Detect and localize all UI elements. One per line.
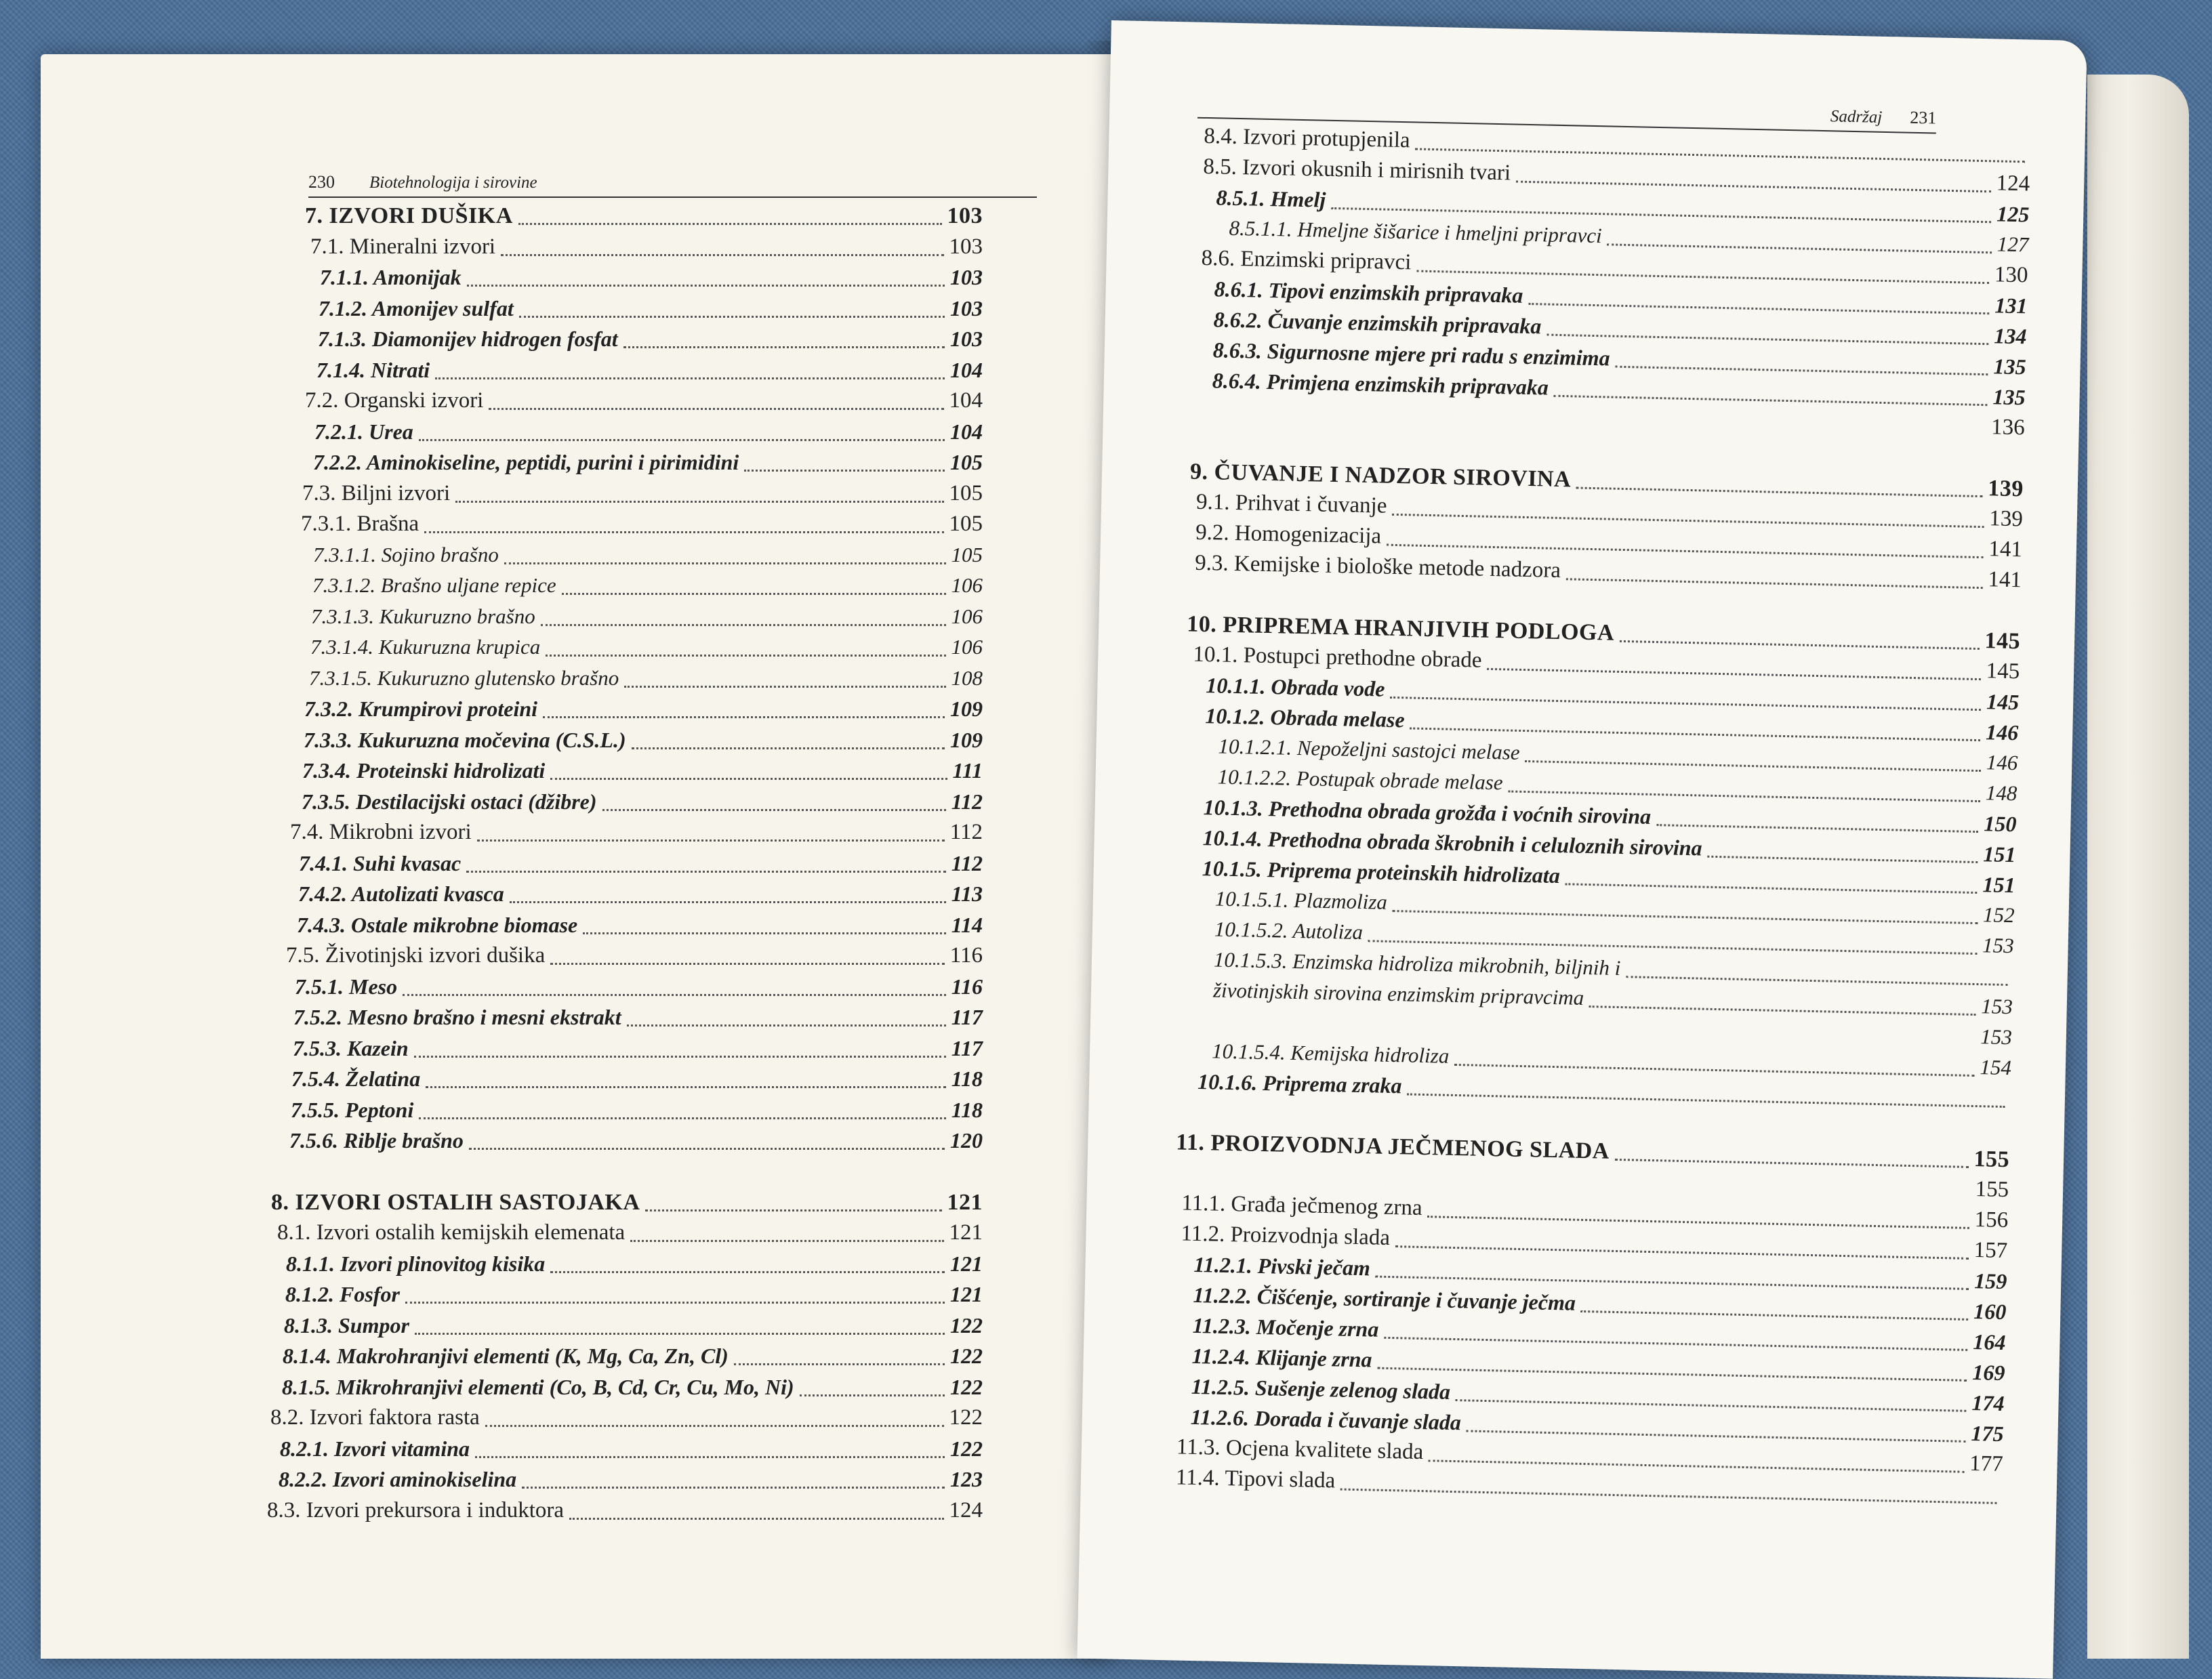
leader-dots: [419, 439, 945, 441]
leader-dots: [414, 1056, 946, 1058]
toc-entry-title: 7.1.3. Diamonijev hidrogen fosfat: [318, 327, 618, 351]
toc-entry: [279, 1467, 983, 1495]
toc-entry-page: 103: [950, 295, 983, 320]
toc-entry-title: 8.2.1. Izvori vitamina: [280, 1436, 470, 1461]
toc-entry-page: 104: [949, 388, 983, 413]
toc-entry: [291, 1098, 983, 1126]
leader-dots: [630, 1240, 943, 1242]
toc-entry-title: 8.1.1. Izvori plinovitog kisika: [286, 1251, 546, 1276]
leader-dots: [541, 624, 946, 626]
leader-dots: [1454, 1064, 1974, 1077]
toc-entry-page: 121: [950, 1282, 983, 1306]
leader-dots: [501, 254, 943, 256]
leader-dots: [1340, 1489, 1997, 1504]
toc-entry-title: 11.2.1. Pivski ječam: [1193, 1251, 1371, 1281]
toc-entry-title: 11.2. Proizvodnja slada: [1181, 1221, 1391, 1250]
toc-entry-page: 156: [1974, 1207, 2009, 1233]
leader-dots: [1581, 1310, 1969, 1321]
toc-entry-title: 10.1.5.3. Enzimska hidroliza mikrobnih, biljnih i: [1213, 947, 1621, 980]
toc-entry-page: 124: [1996, 171, 2030, 196]
toc-entry: [286, 1251, 983, 1280]
toc-entry-page: 112: [951, 789, 983, 814]
toc-entry: [318, 327, 983, 355]
toc-entry-title: 8.6.2. Čuvanje enzimskih pripravaka: [1213, 307, 1542, 339]
leader-dots: [562, 593, 946, 595]
toc-entry-page: 154: [1980, 1055, 2012, 1080]
toc-entry-title: 10.1.5.4. Kemijska hidroliza: [1211, 1039, 1450, 1068]
leader-dots: [519, 316, 945, 318]
toc-entry-title: 7.3.4. Proteinski hidrolizati: [302, 758, 546, 783]
leader-dots: [1566, 578, 1983, 589]
toc-entry-page: 113: [951, 882, 983, 906]
toc-entry: [312, 573, 983, 602]
toc-entry-page: 141: [1988, 567, 2022, 593]
toc-entry-page: 157: [1973, 1238, 2008, 1264]
toc-entry: [319, 296, 983, 325]
toc-entry: [280, 1436, 983, 1465]
leader-dots: [475, 1456, 945, 1458]
toc-entry-title: 8.2.2. Izvori aminokiselina: [279, 1467, 517, 1491]
leader-dots: [1656, 824, 1978, 833]
toc-entry-title: životinjskih sirovina enzimskim pripravcima: [1212, 978, 1584, 1010]
toc-entry-title: 7.5.5. Peptoni: [291, 1097, 414, 1122]
toc-entry-page: 155: [1973, 1146, 2010, 1173]
toc-entry-title: 7.3.1.4. Kukuruzna krupica: [310, 635, 541, 659]
toc-entry-title: 7.3.5. Destilacijski ostaci (džibre): [302, 789, 597, 814]
toc-entry-title: 8.1.4. Makrohranjivi elementi (K, Mg, Ca, Zn, Cl): [283, 1344, 729, 1368]
toc-entry-page: 105: [949, 480, 983, 505]
toc-entry-title: 10.1.2.2. Postupak obrade melase: [1217, 764, 1503, 795]
toc-entry-title: 10. PRIPREMA HRANJIVIH PODLOGA: [1186, 611, 1615, 646]
right-running-title: Sadržaj: [1830, 107, 1883, 127]
toc-entry-title: 8. IZVORI OSTALIH SASTOJAKA: [271, 1189, 640, 1215]
toc-entry-title: 10.1.5.2. Autoliza: [1214, 917, 1364, 945]
toc-entry-page: 175: [1971, 1421, 2004, 1447]
leader-dots: [550, 963, 944, 965]
leader-dots: [1525, 760, 1980, 772]
toc-entry: [320, 265, 983, 293]
toc-entry-page: 169: [1972, 1360, 2005, 1386]
leader-dots: [1615, 1159, 1969, 1168]
toc-entry-page: 106: [951, 573, 983, 597]
toc-entry: [297, 913, 983, 941]
toc-entry-page: 139: [1989, 506, 2024, 532]
toc-entry: [289, 1128, 983, 1157]
toc-entry: [284, 1313, 983, 1342]
toc-entry-title: 7.3.1.2. Brašno uljane repice: [312, 573, 556, 597]
toc-entry-page: 121: [949, 1220, 983, 1245]
toc-entry-title: 8.1.2. Fosfor: [285, 1282, 400, 1306]
leader-dots: [546, 655, 945, 657]
toc-entry: [295, 974, 983, 1003]
toc-entry-title: 8.6.1. Tipovi enzimskih pripravaka: [1214, 276, 1523, 308]
right-page: [1077, 20, 2087, 1679]
toc-entry-page: 148: [1985, 781, 2018, 806]
leader-dots: [426, 1086, 946, 1088]
toc-entry-page: 108: [951, 665, 983, 690]
right-toc: [1078, 122, 2085, 1633]
leader-dots: [469, 1148, 945, 1150]
toc-entry: [267, 1498, 983, 1527]
leader-dots: [1626, 976, 2007, 986]
toc-entry-page: 103: [950, 327, 983, 351]
toc-entry-page: 127: [1996, 232, 2029, 257]
toc-entry-title: 8.5.1.1. Hmeljne šišarice i hmeljni pripravci: [1229, 215, 1603, 248]
toc-entry-title: 10.1.5.1. Plazmoliza: [1214, 886, 1388, 914]
leader-dots: [510, 901, 946, 903]
toc-entry: [293, 1005, 983, 1033]
toc-entry: [310, 234, 983, 263]
toc-entry: [277, 1220, 983, 1249]
leader-dots: [405, 1302, 945, 1304]
toc-entry-page: 146: [1986, 750, 2018, 775]
toc-entry-page: 152: [1982, 903, 2015, 928]
toc-entry-title: 8.5. Izvori okusnih i mirisnih tvari: [1203, 154, 1511, 186]
toc-entry-title: 11.1. Građa ječmenog zrna: [1181, 1190, 1422, 1220]
toc-entry: [291, 1066, 983, 1095]
leader-dots: [1487, 668, 1980, 680]
toc-entry-title: 10.1.5. Priprema proteinskih hidrolizata: [1202, 856, 1561, 888]
toc-entry: [313, 543, 983, 571]
leader-dots: [1508, 791, 1980, 803]
toc-entry-title: 7.3. Biljni izvori: [302, 480, 451, 505]
leader-dots: [477, 840, 945, 842]
toc-entry-title: 7.5. Životinjski izvori dušika: [286, 943, 546, 968]
toc-entry-page: 177: [1969, 1451, 2004, 1477]
leader-dots: [1607, 243, 1991, 253]
toc-entry-title: 10.1.1. Obrada vode: [1206, 673, 1385, 701]
toc-entry: [310, 635, 983, 663]
toc-entry-page: 141: [1988, 537, 2023, 562]
leader-dots: [1516, 181, 1991, 193]
toc-entry-page: 174: [1971, 1390, 2005, 1416]
leader-dots: [415, 1333, 945, 1335]
leader-dots: [583, 932, 946, 934]
leader-dots: [800, 1394, 945, 1396]
toc-entry-page: 164: [1973, 1329, 2006, 1355]
toc-entry-page: 117: [951, 1035, 983, 1060]
toc-entry-title: 7.4.3. Ostale mikrobne biomase: [297, 912, 578, 937]
toc-entry: [316, 358, 983, 386]
toc-entry-title: 7.3.1. Brašna: [301, 512, 419, 536]
toc-entry-title: 10.1.4. Prethodna obrada škrobnih i celuloznih sirovina: [1202, 825, 1703, 861]
toc-entry: [270, 1405, 983, 1434]
leader-dots: [1407, 1093, 2005, 1107]
toc-entry-title: 7.2.2. Aminokiseline, peptidi, purini i pirimidini: [313, 450, 739, 474]
left-page-number: 230: [308, 172, 335, 192]
toc-entry-title: 11. PROIZVODNJA JEČMENOG SLADA: [1175, 1129, 1610, 1164]
toc-entry-title: 7.5.4. Želatina: [291, 1066, 421, 1091]
toc-entry-page: 145: [1986, 689, 2020, 715]
toc-entry-title: 11.2.6. Dorada i čuvanje slada: [1190, 1404, 1462, 1435]
toc-entry-page: 118: [951, 1066, 983, 1091]
toc-entry-page: 120: [950, 1128, 983, 1153]
toc-entry: [282, 1375, 983, 1403]
leader-dots: [624, 686, 945, 688]
toc-entry-page: 103: [947, 203, 983, 228]
toc-entry: [309, 666, 983, 695]
toc-entry-page: 135: [1993, 354, 2026, 379]
toc-entry-page: 151: [1982, 872, 2015, 898]
toc-entry-page: 121: [947, 1189, 983, 1215]
leader-dots: [419, 1117, 945, 1119]
toc-entry-page: 145: [1986, 659, 2020, 684]
leader-dots: [744, 470, 945, 472]
toc-entry: [285, 1282, 983, 1310]
leader-dots: [1707, 856, 1978, 863]
leader-dots: [466, 871, 946, 873]
toc-entry-page: 153: [1982, 933, 2015, 958]
toc-entry-title: 8.1. Izvori ostalih kemijskih elemenata: [277, 1220, 626, 1245]
leader-dots: [623, 346, 945, 348]
leader-dots: [1467, 1430, 1966, 1442]
leader-dots: [504, 562, 946, 564]
toc-entry-title: 7.5.1. Meso: [295, 974, 398, 999]
toc-entry-title: 10.1.2.1. Nepoželjni sastojci melase: [1218, 734, 1521, 764]
toc-entry-page: 136: [1990, 415, 2026, 440]
leader-dots: [485, 1425, 944, 1427]
toc-entry-title: 11.2.4. Klijanje zrna: [1191, 1343, 1372, 1372]
toc-entry-page: 159: [1973, 1268, 2007, 1294]
toc-entry-page: 105: [950, 450, 983, 474]
leader-dots: [1528, 303, 1989, 314]
toc-entry-page: 130: [1994, 262, 2028, 288]
toc-entry: [271, 1190, 983, 1218]
toc-entry-title: 7.1. Mineralni izvori: [310, 234, 496, 259]
toc-entry-page: 106: [951, 635, 983, 659]
toc-entry-page: 131: [1994, 293, 2028, 318]
toc-entry: [298, 882, 983, 910]
leader-dots: [602, 809, 946, 811]
toc-entry: [293, 1036, 983, 1064]
toc-entry-page: 112: [949, 820, 983, 844]
toc-entry: [299, 851, 983, 879]
leader-dots: [1554, 395, 1988, 406]
toc-entry-title: 8.6.4. Primjena enzimskih pripravaka: [1212, 368, 1549, 400]
toc-entry-page: 122: [950, 1344, 983, 1368]
toc-entry-title: 7.3.1.5. Kukuruzno glutensko brašno: [309, 665, 619, 690]
toc-entry-page: 121: [950, 1251, 983, 1276]
toc-entry-page: 122: [950, 1436, 983, 1461]
leader-dots: [1395, 1245, 1969, 1260]
toc-entry-title: 10.1.6. Priprema zraka: [1197, 1069, 1402, 1098]
toc-entry-page: 139: [1987, 476, 2024, 502]
toc-entry-title: 8.1.5. Mikrohranjivi elementi (Co, B, Cd, Cr, Cu, Mo, Ni): [282, 1374, 794, 1399]
toc-entry-page: 134: [1994, 323, 2027, 349]
toc-entry-page: 123: [950, 1467, 983, 1491]
left-toc: [41, 203, 1111, 1626]
toc-entry-title: 11.3. Ocjena kvalitete slada: [1176, 1434, 1424, 1465]
toc-entry-page: 153: [1980, 994, 2013, 1019]
toc-entry: [302, 789, 983, 818]
toc-entry-page: 135: [1992, 384, 2026, 410]
toc-entry-page: 109: [950, 727, 983, 752]
toc-entry-page: 106: [951, 604, 983, 628]
left-page: [41, 54, 1111, 1659]
toc-entry-title: 7.4.2. Autolizati kvasca: [298, 882, 504, 906]
toc-entry: [304, 697, 983, 725]
toc-entry-title: 10.1.3. Prethodna obrada grožđa i voćnih sirovina: [1203, 795, 1652, 829]
toc-entry-page: 105: [949, 512, 983, 536]
toc-entry-title: 11.2.2. Čišćenje, sortiranje i čuvanje ječma: [1193, 1282, 1576, 1315]
toc-entry-title: 7.3.3. Kukuruzna močevina (C.S.L.): [304, 727, 626, 752]
toc-entry: [313, 450, 983, 478]
right-running-head: [1197, 77, 1937, 134]
toc-entry: [283, 1344, 983, 1372]
leader-dots: [435, 377, 945, 379]
toc-entry-page: 111: [952, 758, 983, 783]
toc-entry-title: 9. ČUVANJE I NADZOR SIROVINA: [1189, 459, 1572, 493]
toc-entry-title: 7.1.4. Nitrati: [316, 357, 430, 382]
leader-dots: [1576, 487, 1982, 498]
leader-dots: [518, 223, 942, 225]
right-page-number: 231: [1909, 107, 1937, 128]
toc-entry-page: 125: [1996, 201, 2030, 227]
toc-entry-title: 8.6.3. Sigurnosne mjere pri radu s enzimima: [1212, 337, 1610, 371]
page-edge: [2087, 75, 2189, 1659]
toc-entry-page: 145: [1984, 628, 2021, 655]
leader-dots: [734, 1363, 945, 1365]
toc-entry-page: 150: [1984, 811, 2017, 837]
toc-entry-page: 112: [951, 850, 983, 875]
toc-entry-title: 7.1.2. Amonijev sulfat: [319, 295, 514, 320]
leader-dots: [403, 994, 946, 996]
toc-entry-title: 8.1.3. Sumpor: [284, 1312, 409, 1338]
leader-dots: [455, 501, 943, 503]
toc-entry-title: 11.4. Tipovi slada: [1175, 1465, 1336, 1493]
toc-entry-title: 8.6. Enzimski pripravci: [1201, 245, 1412, 275]
leader-dots: [1547, 334, 1988, 346]
leader-dots: [489, 408, 943, 410]
toc-entry-page: 105: [951, 542, 983, 566]
toc-entry: [311, 604, 983, 633]
toc-entry: [286, 943, 983, 972]
toc-entry-page: 122: [950, 1312, 983, 1338]
toc-entry-title: 9.1. Prihvat i čuvanje: [1195, 489, 1387, 518]
leader-dots: [645, 1209, 941, 1211]
leader-dots: [1416, 270, 1989, 285]
leader-dots: [424, 531, 943, 533]
toc-entry-page: 109: [950, 697, 983, 721]
leader-dots: [1456, 1399, 1967, 1412]
toc-entry-page: 116: [949, 943, 983, 968]
leader-dots: [569, 1518, 943, 1520]
toc-entry-page: 116: [951, 974, 983, 999]
left-running-title: Biotehnologija i sirovine: [369, 173, 537, 192]
toc-entry-page: 104: [950, 419, 983, 444]
toc-entry-title: 8.4. Izvori protupjenila: [1204, 123, 1411, 153]
leader-dots: [627, 1024, 946, 1027]
toc-entry: [304, 728, 983, 756]
toc-entry-title: 7.3.1.3. Kukuruzno brašno: [311, 604, 535, 628]
toc-entry-title: 11.2.3. Močenje zrna: [1192, 1312, 1379, 1342]
leader-dots: [550, 778, 947, 780]
toc-entry-title: 9.2. Homogenizacija: [1195, 520, 1382, 549]
leader-dots: [1620, 640, 1980, 650]
toc-entry: [314, 419, 983, 448]
toc-entry-page: 124: [949, 1497, 983, 1522]
toc-entry: [302, 481, 983, 510]
toc-entry-title: 7.2.1. Urea: [314, 419, 413, 444]
toc-entry-page: 146: [1985, 720, 2019, 745]
toc-entry-title: 7.5.6. Riblje brašno: [289, 1128, 464, 1153]
toc-entry-title: 7.3.2. Krumpirovi proteini: [304, 697, 538, 721]
toc-entry: [290, 820, 983, 848]
toc-entry-title: 7.4.1. Suhi kvasac: [299, 850, 462, 875]
toc-entry-page: 153: [1980, 1024, 2013, 1050]
toc-entry-page: 103: [950, 265, 983, 289]
leader-dots: [1429, 1459, 1964, 1473]
toc-entry-title: 7.5.3. Kazein: [293, 1035, 409, 1060]
toc-entry-page: 160: [1973, 1299, 2007, 1325]
toc-entry-title: 10.1.2. Obrada melase: [1205, 703, 1406, 732]
left-running-head: [308, 156, 1037, 198]
leader-dots: [1589, 1006, 1975, 1016]
toc-entry-title: 10.1. Postupci prethodne obrade: [1193, 642, 1482, 673]
leader-dots: [467, 285, 945, 287]
toc-entry-title: 7.2. Organski izvori: [305, 388, 484, 413]
leader-dots: [543, 716, 945, 718]
toc-entry: [305, 203, 983, 232]
toc-entry-page: 122: [950, 1374, 983, 1399]
toc-entry-page: 151: [1983, 842, 2016, 867]
toc-entry-page: 122: [949, 1405, 983, 1430]
leader-dots: [550, 1271, 945, 1273]
leader-dots: [1410, 727, 1980, 741]
toc-entry-page: 114: [951, 912, 983, 937]
leader-dots: [1615, 366, 1988, 376]
leader-dots: [632, 747, 945, 749]
toc-entry-page: 103: [949, 234, 983, 259]
toc-entry-title: 8.5.1. Hmelj: [1216, 185, 1326, 212]
toc-entry-title: 11.2.5. Sušenje zelenog slada: [1191, 1373, 1451, 1404]
toc-entry-title: 8.3. Izvori prekursora i induktora: [267, 1497, 565, 1522]
toc-entry-page: 117: [951, 1005, 983, 1029]
leader-dots: [1565, 883, 1977, 894]
toc-entry-title: 7.1.1. Amonijak: [320, 265, 462, 289]
leader-dots: [1427, 1216, 1969, 1229]
toc-entry-page: 104: [950, 357, 983, 382]
toc-entry-title: 7. IZVORI DUŠIKA: [305, 203, 513, 228]
toc-entry: [305, 388, 983, 417]
toc-entry-title: 7.5.2. Mesno brašno i mesni ekstrakt: [293, 1005, 621, 1029]
toc-entry-title: 7.4. Mikrobni izvori: [290, 820, 472, 844]
toc-entry-title: 8.2. Izvori faktora rasta: [270, 1405, 480, 1430]
leader-dots: [522, 1487, 945, 1489]
toc-entry: [302, 758, 983, 787]
toc-entry: [301, 512, 983, 540]
toc-entry-title: 9.3. Kemijske i biološke metode nadzora: [1194, 550, 1561, 583]
toc-entry-page: 118: [951, 1097, 983, 1122]
toc-entry-title: 7.3.1.1. Sojino brašno: [313, 542, 499, 566]
toc-entry-page: 155: [1975, 1177, 2009, 1203]
